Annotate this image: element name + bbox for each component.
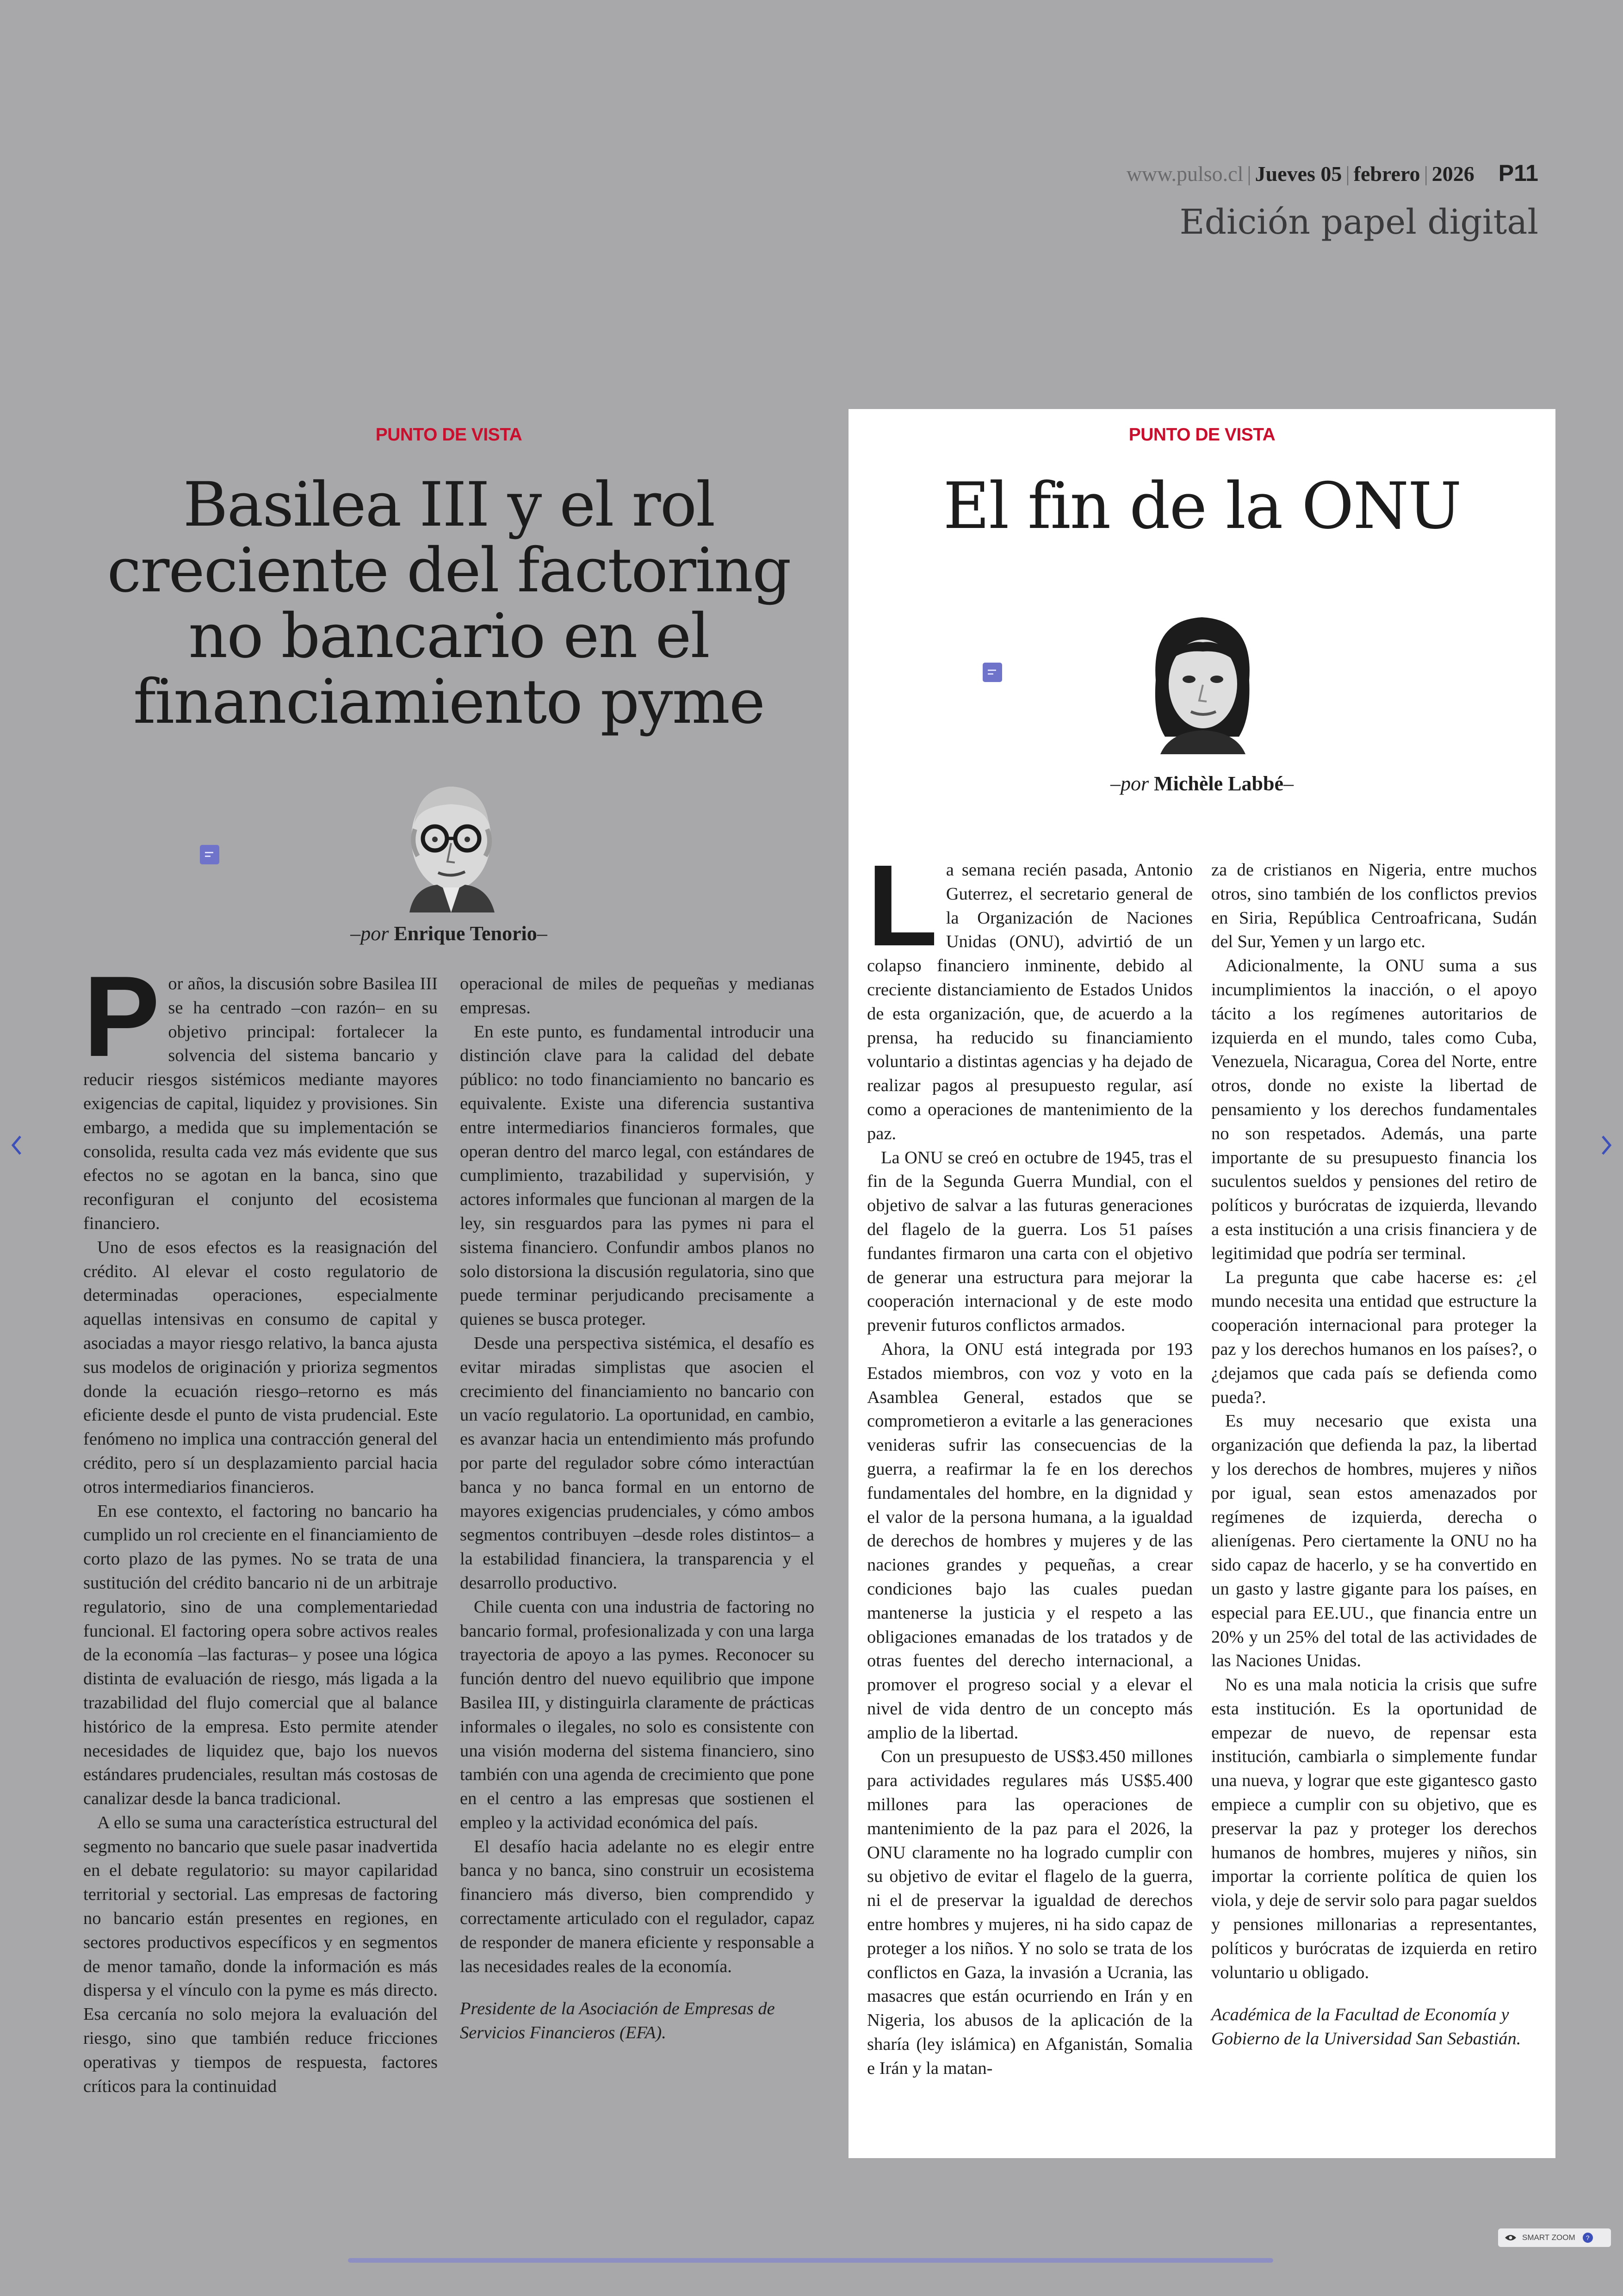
paragraph: A ello se suma una característica estructural del segmento no bancario que suele pasar inadvertida en el debate regulatorio: su mayor capilaridad territorial y sectorial. Las empresas de factoring no bancario están presentes en regiones, en sectores productivos específicos y en segmentos de menor tamaño, donde la información es más dispersa y el vínculo con la pyme es más directo. Esa cercanía no solo mejora la evaluación del riesgo, sino que también reduce fricciones operativas y tiempos de respuesta, factores críticos para la continuidad — [83, 1812, 438, 2096]
article-column-1 — [83, 952, 438, 2098]
masthead-year: 2026 — [1431, 162, 1474, 186]
masthead-month: febrero — [1353, 162, 1420, 186]
site-url[interactable]: www.pulso.cl — [1126, 162, 1244, 186]
article-title: El fin de la ONU — [943, 469, 1461, 543]
edition-label: Edición papel digital — [1179, 202, 1538, 242]
masthead-dateline: www.pulso.cl | Jueves 05 | febrero | 2026 P11 — [1126, 160, 1538, 186]
help-icon[interactable]: ? — [1583, 2233, 1593, 2243]
drop-cap: L — [867, 841, 938, 970]
paragraph: No es una mala noticia la crisis que sufre esta institución. Es la oportunidad de empezar de nuevo, de repensar esta institución, cambiarla o simplemente fundar una nueva, y lograr que este gigantesco gasto empiece a cumplir con su objetivo, que es preservar la paz y proteger los derechos humanos de hombres, mujeres y niños, sin importar la corriente política de quien los viola, y deje de servir solo para pagar sueldos y pensiones millonarias a representantes, políticos y burócratas de izquierda en retiro voluntario u obligado. — [1211, 1675, 1537, 1982]
paragraph: Chile cuenta con una industria de factoring no bancario formal, profesionalizada y con una larga trayectoria de apoyo a las pymes. Reconocer su función dentro del nuevo equilibrio que impone Basilea III, y distinguirla claramente de prácticas informales o ilegales, no solo es consistente con una visión moderna del sistema financiero, sino también con una agenda de crecimiento que pone en el centro a las empresas que sostienen el empleo y la actividad económica del país. — [460, 1597, 814, 1832]
article-column-2 — [1211, 858, 1537, 2081]
article-byline: –por Enrique Tenorio– — [350, 922, 547, 945]
paragraph: Uno de esos efectos es la reasignación del crédito. Al elevar el costo regulatorio de determinadas operaciones, especialmente aquellas intensivas en consumo de capital y asociadas a mayor riesgo relativo, la banca ajusta sus modelos de originación y prioriza segmentos donde la ecuación riesgo–retorno es más eficiente desde el punto de vista prudencial. Este fenómeno no implica una contracción general del crédito, pero sí un desplazamiento parcial hacia otros intermediarios financieros. — [83, 1237, 438, 1497]
page-number: P11 — [1498, 160, 1538, 186]
paragraph: Es muy necesario que exista una organización que defienda la paz, la libertad y los derechos de hombres, mujeres y niños por igual, sean estos amenazados por regímenes de izquierda, derecha o alienígenas. Pero ciertamente la ONU no ha sido capaz de hacerlo, y se ha convertido en un gasto y lastre gigante para los países, en especial para EE.UU., que financia entre un 20% y un 25% del total de las actividades de las Naciones Unidas. — [1211, 1411, 1537, 1671]
portrait-illustration — [1128, 602, 1276, 754]
masthead — [1127, 160, 1538, 242]
page-scrollbar[interactable] — [348, 2258, 1273, 2263]
paragraph: za de cristianos en Nigeria, entre muchos otros, sino también de los conflictos previos en Siria, República Centroafricana, Sudán del Sur, Yemen y un largo etc. — [1211, 860, 1537, 952]
author-name: Michèle Labbé — [1154, 772, 1283, 795]
paragraph: Con un presupuesto de US$3.450 millones para actividades regulares más US$5.400 millones para las operaciones de mantenimiento de la paz para el 2026, la ONU claramente no ha logrado cumplir con su objetivo de evitar el flagelo de la guerra, ni el de preservar la igualdad de derechos entre hombres y mujeres, ni ha sido capaz de proteger a los niños. Y no solo se trata de los conflictos en Gaza, la invasión a Ucrania, las masacres que están ocurriendo en Irán y en Nigeria, los abusos de la aplicación de la sharía (ley islámica) en Afganistán, Somalia e Irán y la matan- — [867, 1747, 1193, 2078]
paragraph: La semana recién pasada, Antonio Guterrez, el secretario general de la Organización de Naciones Unidas (ONU), advirtió de un colapso financiero inminente, debido al creciente distanciamiento de Estados Unidos de esta organización, que, de acuerdo a la prensa, ha reducido su financiamiento voluntario a distintas agencias y ha dejado de realizar pagos al presupuesto regular, así como a operaciones de mantenimiento de la paz. — [867, 841, 1193, 1143]
paragraph: La ONU se creó en octubre de 1945, tras el fin de la Segunda Guerra Mundial, con el objetivo de salvar a las futuras generaciones del flagelo de la guerra. Los 51 países fundantes firmaron una carta con el objetivo de generar una estructura para mejorar la cooperación internacional y de este modo prevenir futuros conflictos armados. — [867, 1148, 1193, 1335]
article-title: Basilea III y el rol creciente del factoring no bancario en el financiamiento pyme — [107, 469, 791, 738]
author-name: Enrique Tenorio — [394, 922, 537, 945]
author-portrait — [1128, 602, 1276, 754]
next-page-arrow[interactable] — [1600, 1135, 1613, 1156]
drop-cap: P — [83, 952, 160, 1080]
paragraph: La pregunta que cabe hacerse es: ¿el mundo necesita una entidad que estructure la cooperación internacional para proteger la paz y los derechos humanos en los países?, o ¿dejamos que cada país se defienda como pueda?. — [1211, 1267, 1537, 1407]
article-kicker: PUNTO DE VISTA — [1128, 425, 1276, 445]
chevron-right-icon — [1600, 1135, 1613, 1156]
paragraph: Desde una perspectiva sistémica, el desafío es evitar miradas simplistas que asocien el crecimiento del financiamiento no bancario con un vacío regulatorio. La oportunidad, en cambio, es avanzar hacia un entendimiento más profundo por parte del regulador sobre cómo interactúan banca y no banca formal en un entorno de mayores exigencias prudenciales, y cómo ambos segmentos contribuyen –desde roles distintos– a la estabilidad financiera, la transparencia y el desarrollo productivo. — [460, 1333, 814, 1593]
paragraph: Adicionalmente, la ONU suma a sus incumplimientos la inacción, o el apoyo tácito a los regímenes autoritarios de izquierda en el mundo, tales como Cuba, Venezuela, Nicaragua, Corea del Norte, entre otros, donde no existe la libertad de pensamiento y los derechos fundamentales no son respetados. Además, una parte importante de su presupuesto financia los suculentos sueldos y pensiones del retiro de políticos y burócratas de izquierda, llevando a esta institución a una crisis financiera y de legitimidad que podría ser terminal. — [1211, 956, 1537, 1263]
article-column-2 — [460, 972, 814, 2098]
paragraph: El desafío hacia adelante no es elegir entre banca y no banca, sino construir un ecosistema financiero más diverso, bien comprendido y correctamente articulado con el regulador, capaz de responder de manera eficiente y responsable a las necesidades reales de la economía. — [460, 1837, 814, 1976]
eye-icon — [1505, 2234, 1517, 2241]
article-byline: –por Michèle Labbé– — [1110, 772, 1294, 795]
annotation-note-icon[interactable] — [200, 845, 219, 864]
article-body — [867, 841, 1537, 2081]
author-signature: Académica de la Facultad de Economía y Gobierno de la Universidad San Sebastián. — [1211, 2005, 1521, 2049]
paragraph: En este punto, es fundamental introducir una distinción clave para la calidad del debate público: no todo financiamiento no bancario es equivalente. Existe una diferencia sustantiva entre intermediarios financieros formales, que operan dentro del marco legal, con estándares de cumplimiento, trazabilidad y supervisión, y actores informales que funcionan al margen de la ley, sin resguardos para las pymes ni para el sistema financiero. Confundir ambos planos no solo distorsiona la discusión regulatoria, sino que puede terminar perjudicando precisamente a quienes se busca proteger. — [460, 1022, 814, 1329]
author-portrait — [382, 774, 516, 912]
smart-zoom-label: SMART ZOOM — [1522, 2233, 1575, 2242]
paragraph: Por años, la discusión sobre Basilea III se ha centrado –con razón– en su objetivo principal: fortalecer la solvencia del sistema bancario y reducir riesgos sistémicos mediante mayores exigencias de capital, liquidez y provisiones. Sin embargo, a medida que su implementación se consolida, resulta cada vez más evidente que sus efectos no se agotan en la banca, sino que reconfiguran el conjunto del ecosistema financiero. — [83, 952, 438, 1233]
paragraph: operacional de miles de pequeñas y medianas empresas. — [460, 974, 814, 1018]
article-onu[interactable] — [849, 409, 1555, 2158]
paragraph: En ese contexto, el factoring no bancario ha cumplido un rol creciente en el financiamiento de corto plazo de las pymes. No se trata de una sustitución del crédito bancario ni de un arbitraje regulatorio, sino de una complementariedad funcional. El factoring opera sobre activos reales de la economía –las facturas– y posee una lógica distinta de evaluación de riesgo, más ligada a la trazabilidad del flujo comercial que al balance histórico de la empresa. Esto permite atender necesidades de liquidez que, bajo los nuevos estándares prudenciales, resultan más costosas de canalizar desde la banca tradicional. — [83, 1501, 438, 1809]
author-signature: Presidente de la Asociación de Empresas de Servicios Financieros (EFA). — [460, 1999, 775, 2043]
chevron-left-icon — [10, 1135, 23, 1156]
annotation-note-icon[interactable] — [983, 663, 1002, 682]
article-column-1 — [867, 841, 1193, 2081]
article-kicker: PUNTO DE VISTA — [375, 425, 522, 445]
article-body — [83, 952, 814, 2098]
masthead-day: Jueves 05 — [1255, 162, 1342, 186]
paragraph: Ahora, la ONU está integrada por 193 Estados miembros, con voz y voto en la Asamblea General, estados que se comprometieron a evitarle a las generaciones venideras sufrir las consecuencias de la guerra, a reafirmar la fe en los derechos fundamentales del hombre, en la dignidad y el valor de la persona humana, a la igualdad de derechos de hombres y mujeres y de las naciones grandes y pequeñas, a crear condiciones bajo las cuales puedan mantenerse la justicia y el respeto a las obligaciones emanadas de los tratados y de otras fuentes del derecho internacional, a promover el progreso social y a elevar el nivel de vida dentro de un concepto más amplio de la libertad. — [867, 1339, 1193, 1743]
portrait-illustration — [382, 774, 516, 912]
smart-zoom-button[interactable] — [1498, 2228, 1611, 2247]
article-basilea — [83, 409, 814, 2158]
previous-page-arrow[interactable] — [10, 1135, 23, 1156]
